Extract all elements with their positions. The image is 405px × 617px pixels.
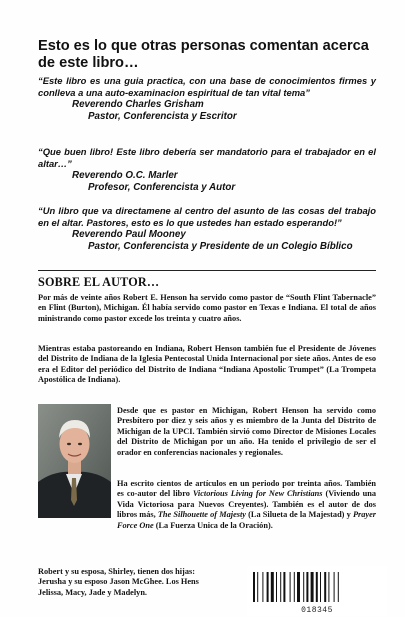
bio-text: (Viviendo una Vida Victoriosa para Nuevos Creyentes). También es el autor de dos libros más,	[117, 489, 376, 520]
quote-mooney	[38, 205, 376, 253]
book-title-victorious-living: Victorious Living for New Christians	[192, 489, 323, 499]
bio-paragraph-4	[117, 479, 376, 531]
quote-author: Reverendo O.C. Marler	[72, 170, 178, 181]
book-title-prayer-force: Prayer Force One	[117, 510, 376, 530]
bio-paragraph-1: Por más de veinte años Robert E. Henson ha servido como pastor de “South Flint Tabernacle” en Flint (Burton), Michigan. Él había servido como pastor en Texas e Indiana. El total de años ministrando como pastor excede los treinta y cuatro años.	[38, 293, 376, 323]
quote-author: Reverendo Charles Grisham	[72, 99, 204, 110]
quote-text: “Este libro es una guia practica, con una base de conocimientos firmes y conlleva a una auto-examinacion espiritual de tan vital tema”	[38, 75, 376, 98]
testimonials-heading: Esto es lo que otras personas comentan acerca de este libro…	[38, 38, 369, 71]
barcode-sticker	[247, 566, 387, 616]
bio-line: Jerusha y su esposo Jason McGhee. Los Hens	[38, 577, 199, 587]
author-photo	[38, 404, 111, 518]
quote-text: “Que buen libro! Este libro debería ser mandatorio para el trabajador en el altar…”	[38, 146, 376, 169]
quote-author-title: Profesor, Conferencista y Autor	[88, 182, 236, 193]
bio-paragraph-3: Desde que es pastor en Michigan, Robert Henson ha servido como Presbítero por diez y seis años y es miembro de la Junta del Distrito de Michigan de la UPCI. También sirvió como Director de Misiones Locales del Distrito de Michigan por un año. Ha tenido el privilegio de ser el orador en conferencias nacionales y regionales.	[117, 406, 376, 457]
bio-line: Robert y su esposa, Shirley, tienen dos hijas:	[38, 567, 195, 576]
bio-text: (La Silueta de la Majestad) y	[245, 510, 353, 520]
quote-grisham	[38, 75, 376, 123]
barcode-icon	[247, 566, 387, 606]
bio-paragraph-2: Mientras estaba pastoreando en Indiana, Robert Henson también fue el Presidente de Jóvenes del Distrito de Indiana de la Iglesia Pentecostal Unida Internacional por siete años. Antes de eso era el Editor del periódico del Distrito de Indiana “Indiana Apostolic Trumpet” (La Trompeta Apostólica de Indiana).	[38, 344, 376, 385]
barcode-number: 018345	[301, 606, 333, 615]
bio-line: Jelissa, Macy, Jade y Madelyn.	[38, 587, 148, 597]
quote-author-title: Pastor, Conferencista y Presidente de un Colegio Bíblico	[88, 241, 353, 252]
quote-author-title: Pastor, Conferencista y Escritor	[88, 111, 237, 122]
quote-marler	[38, 146, 376, 194]
quote-author: Reverendo Paul Mooney	[72, 229, 186, 240]
bio-text: Ha escrito cientos de artículos en un periodo por treinta años. También es co-autor del libro	[117, 479, 376, 499]
section-divider	[38, 270, 376, 271]
bio-text: (La Fuerza Unica de la Oración).	[153, 520, 273, 530]
quote-text: “Un libro que va directamene al centro del asunto de las cosas del trabajo en el altar. Pastores, esto es lo que ustedes han estado esperando!”	[38, 205, 376, 228]
book-title-silhouette: The Silhouette of Majesty	[157, 510, 246, 520]
about-author-heading: SOBRE EL AUTOR…	[38, 275, 160, 289]
